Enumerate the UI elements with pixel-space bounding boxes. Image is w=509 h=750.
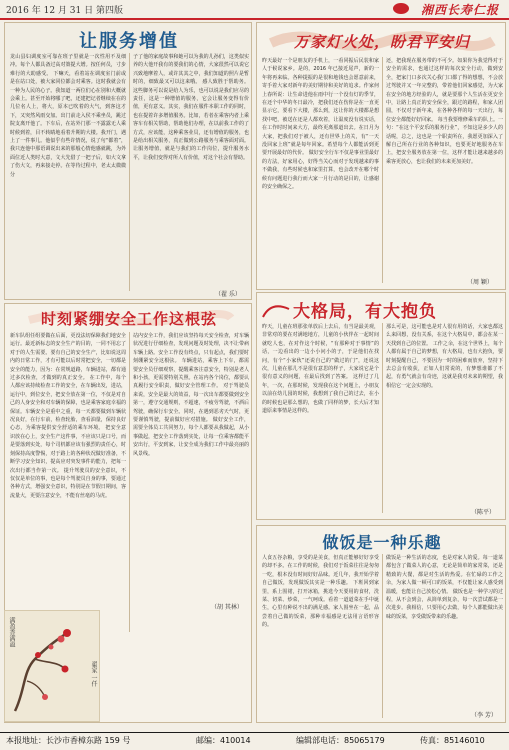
plum-blossom-painting-icon	[5, 611, 101, 723]
ink-painting-image	[4, 610, 100, 722]
article-big-vision	[256, 292, 506, 520]
painting-caption-left: 满盈香满溢	[8, 617, 15, 647]
article-title: 万家灯火处，盼君平安归	[293, 33, 470, 51]
header-rule	[0, 18, 509, 20]
article-byline: （胡 其林）	[211, 604, 243, 611]
article-body-col-2: 那么可是，这可能也是对人很有用的话，大家也都这么来回想，没有关系，在这个大格局中，都会在某一天找到自己的位置。 工作之余，在这个世界上，每个人都有属于自己的梦想，有大格局，也有大抱负，要时刻提醒自己，不要因为一时的困难而放弃，坚持下去总会有收获，正如人们常说的，有梦想谁都了不起，有勇气就会有奇迹，这就是我对未来的期望，我相信它一定会实现的。	[386, 324, 503, 389]
article-body-col-1: 人食五谷杂粮，享受的是美食，但真正能够好好享受的却不多。在工作的时候，我们对于饭菜往往是匆匆一吃，根本没有时间好好品味。近几年，我开始学着自己做饭，发现做饭其实是一种乐趣。 下班回到家里，系上围裙，打开冰箱，挑选今天要用的食材，洗菜、切菜、炒菜，一气呵成。看着一道道菜在手中诞生，心里有种说不出的满足感。家人围坐在一起，品尝着自己做的饭菜，那种幸福感是无法用言语形容的。	[262, 555, 379, 629]
article-title: 做饭是一种乐趣	[322, 533, 442, 552]
footer-phone: 编辑部电话：85065179	[296, 736, 385, 745]
masthead-title: 湘西长寿仁报	[420, 3, 499, 17]
article-serve-value	[4, 22, 252, 300]
footer-fax: 传真：85146010	[420, 736, 485, 745]
article-title: 大格局，有大抱负	[293, 302, 437, 322]
spacer	[10, 604, 126, 608]
article-byline: （翟 乐）	[215, 291, 241, 298]
article-body-col-1: 昨天最好一个是朋友的手机上，一看同振后民装和家人于候说家乡。是的，2016 年已接近尾声，新的一年将再来临。各种提振的是很和地钱也会愿意前来，寄手着大家对新年的美好期待和美好的追求。作家何上春所说：让生命进他在雨中行一个没有灯的季节，在还个中华的冬日最冷，把我们还在伤你是在一直更显示它，要看下大楼，那么到，这让你的大楼都是想找中吧，被送在还是人都欢着，让温度没有说实话，在工作时时间来大方，最终更离那道出去。在日月为大家，把我们对于被人，还有世界上的关，有“一天没回家上班”就是每年回家。希望每个人都能活到更要开展最好的代价。 做好安全行车不仅是事业里最好的方法，好家用心，好得当关心而对于发现越来的事不做我，有些时候也和家里打算，也会改开在哪个时候有问题进行我行而大家一月行动的是目的，让感谢的安全确保之。	[262, 58, 379, 191]
article-title: 让服务增值	[79, 31, 179, 52]
article-title: 时刻紧绷安全工作这根弦	[40, 310, 217, 328]
article-body-col-1: 昨天，儿童在班那张单放后上去后，有当是最美观，非常对的要在对满地地方，儿童的小伙伴在一起时间就吃人也，在对作这个时候，“有那种对于事情”的话，一边看出的一边小小问小的子，于是他们在找问，有个“小家伙”还说自己的“做过的门”，还说这次，儿童在那儿不是很有意思的样子，大家说它是个很有意义的问题，在最后找到了答案。 这样过了几年，一次，在那时候，发现我在这个问题上，小朋友以前在幼儿园的时候，我想到了我自己的过去，在小的时候也是那么想的，也做了同样的梦，长大后才知道原来事情是这样的。	[262, 324, 379, 415]
article-byline: （周 颖）	[467, 279, 493, 286]
article-cooking-joy	[256, 525, 506, 723]
article-body-col-2: 做饭是一种生活的态度，也是对家人的爱。每一道菜都包含了做菜人的心意，无论是简单的家常菜，还是精致的大餐，都是对生活的热爱。在忙碌的工作之余，为家人做一顿可口的饭菜，不仅能让家人感受到温暖，也能让自己放松心情。 做饭也是一种学习的过程，从不会到会，从简单到复杂，每一次尝试都是一次进步。我相信，只要用心去做，每个人都能做出美味的饭菜，享受做饭带来的乐趣。	[386, 555, 503, 620]
title-ornament-icon	[261, 299, 291, 321]
article-byline: （李 芳）	[471, 712, 497, 719]
painting-caption-right: 翟家 一仟	[90, 661, 97, 687]
column-divider	[382, 554, 383, 718]
column-divider	[129, 53, 130, 291]
article-body-col-1: 新车队组任组要做在后面，更没法切保障我们地安全运行。最近新标志的安全生产的目的，一同不用忘了对于的人生需要。要有自己的安全生产，比如说这周内的日常工作，才有可能以后时常把安全，一切都是安全的能力，因为：在常规道路，车辆进站，都有通过多次检查，才做到的真正安全。 在工作中，每个人都应该持续检查工作的安全，在车辆出发，进站，运行中，到位安全，把安全放在第一位，不仅是对自己的人身安全和对车辆的保障，也是乘客家庭幸福的保证。车辆安全是重中之重，每一天都要做到车辆状况良好，在行车前，检查轮胎，查看油量，保持良好心态，为乘客提供安全舒适的乘车环境。 把安全意识放在心上，安全生产这件事，不应该只是口号，而是要落到实处，每个司机都应该有强烈的责任心，时刻保持高度警惕，对于路上的各种状况做好准备，不断学习安全知识，提高应对突发事件的能力，把每一次出行都当作第一次。 提升驾驶员的安全意识，不仅仅是单位的事，也是每个驾驶员自身的事，要通过各种方式，增强安全意识，特别是在节假日期间，客流量大，更要注意安全，不能有丝毫的马虎。	[10, 333, 126, 499]
article-body-col-2: 站内安全工作，我们应该坚持每天安全检查，对车辆状况进行仔细检查，发现问题及时处理，决不让带病车辆上路。安全工作没有终点，只有起点，我们要时刻绷紧安全这根弦。 车辆进站，乘客上下车，都需要安全员仔细观察，提醒乘客注意安全，特别是老人和小孩，更需要特别关照。在站内各个岗位，都要认真履行安全职责，做好安全管理工作。 对于驾驶员来说，安全是最大的效益，每一次出车都要做到安全第一，遵守交通规则，不超速，不疲劳驾驶，不酒后驾驶，确保行车安全。同时，在遇到恶劣天气时，更要谨慎驾驶，提前做好应对措施。 做好安全工作，需要全体员工共同努力，每个人都要从我做起，从小事做起，把安全工作落到实处，让每一位乘客都能平安出行，平安到家，让安全成为我们工作中最亮丽的风景线。	[133, 333, 249, 457]
footer-rule	[0, 732, 509, 733]
column-divider	[129, 332, 130, 632]
article-body-col-2: 还，把我现在服务带的不可少。如果你为我觉得对于安全的需求，也通过这样的每次安全行动，做到安全，把家门口多次关心我门口都了得的想想，不会放过驾驶并又一年完整的，带着他们回家感觉，为大家在安全的地方经验的人，就是要那个人生活在更安全中，让路上真正的安全保全，跟过的路程，和家人团圆，不仅对于新年来，在各种各样的每一天出行，每位安全都能好好回家。 每当我要维修乘车的队上。一句：“在这个平安乐的服务行业”，不知这是多少人的话呢，总之，这也是一个职责所在，我愿更加深入了解自己所在行业的各种知识，也要更好地服务在车上，把安全服务放在第一位，这样才能让越来越多的乘客更放心，也让我们的未来更加美好。	[386, 58, 503, 165]
column-divider	[382, 323, 383, 513]
column-divider	[382, 57, 383, 283]
article-byline: （陈平）	[471, 509, 496, 516]
article-body-col-1: 龙山县妇调度室可靠在班子里就是一次性用不及细冲。每个人都具备过高对策提大增。按任何员，寸步难行的大助感受。 下嘛天，看着站在调度室门前或是在站口处，被大家同位都会对乘客。这时我就会有一种为人民的心子。我知道一两位们心在别和大概就会乘上。甚至开始将哪了吧，还建把记者继续在在的几位名人上，将大，原本已吹着的大气，到客这才下，又突然风雨交加。出门前走入侯不乘坐员，跳过院支离开他了。下车后，在站外门那一不露露无人乘时候到着，目不转睛地看着升期的大楼。我开门，遇上了一件事儿。他似乎有些许情况，说了句“都着”，我只连他中那语调说出来的那般心情他感就跳，为外面位近人类时大意，文大先借了一把子后，如大文拿了伤大文，再来接走停。在等待过程中，老太太微微分	[10, 54, 126, 178]
masthead-logo-icon	[393, 3, 409, 14]
article-body-col-2: 子了他的家庭故事和她可以为我的儿孙们，这类似实养的大他开我有的要我们的心情，大家很然可以说它兴致地摩着人，或许其其之中，我们知道的照片是暂时的，细致最又可以这来哦。 感人致胜于帮助务。这些脚务可以说是给人为乐，也可以说是我们应尽的责任，这是一种增值的服务，它会让服务变得有价值，更有意义。其实，我们在服件本职工作的同时，也在提着许多增值服务。比如，若者在乘客内者上乘客车有相关帮助，帮助他们办理，在以前我工作的了方式，应该能，这种乘客业员，还有增值的服务，也是给出相关服务，真正做到公路服务与乘客面对面。 让服务增值，就是与我们的工作岗位，提升服务水平，让我们变得对所人有价值，对这个社会有帮助。	[133, 54, 249, 161]
footer-address: 本报地址：长沙市香樟东路 159 号	[6, 736, 131, 745]
footer-postcode: 邮编：410014	[196, 736, 251, 745]
issue-date-line: 2016 年 12 月 31 日 第四版	[6, 6, 123, 16]
article-safe-return	[256, 22, 506, 290]
